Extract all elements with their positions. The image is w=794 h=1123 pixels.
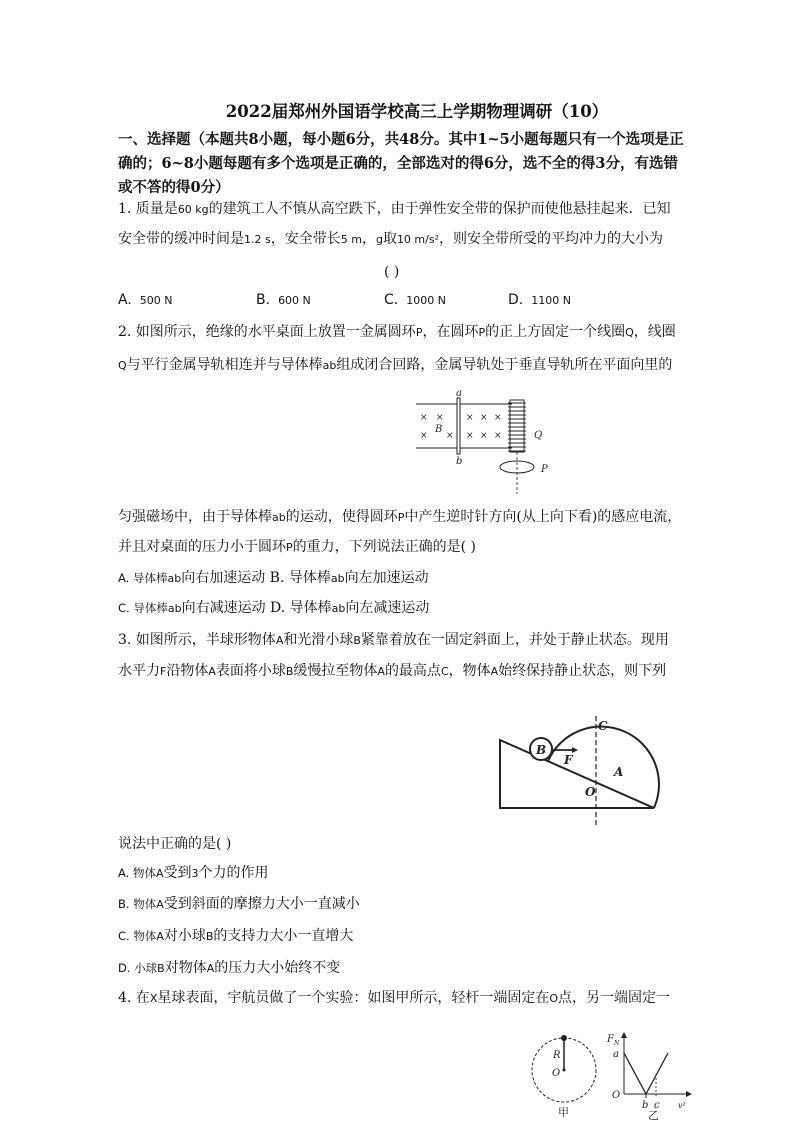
- q2-label-a: a: [456, 388, 462, 399]
- q2-label-p: P: [541, 464, 548, 475]
- q2-options-cd[interactable]: C. 导体棒ab向右减速运动 D. 导体棒ab向左减速运动: [118, 600, 430, 616]
- q2-coil: [508, 400, 526, 452]
- q1-option-d[interactable]: D. 1100 N: [508, 292, 571, 308]
- q1-options: [118, 292, 638, 312]
- q4-pivot: [563, 1069, 566, 1072]
- q2-field-mark: ×: [480, 431, 488, 441]
- q2-field-mark: ×: [436, 413, 444, 423]
- q2-line-2: Q与平行金属导轨相连并与导体棒ab组成闭合回路，金属导轨处于垂直导轨所在平面向里的: [118, 357, 673, 373]
- q2-label-q: Q: [534, 430, 543, 441]
- q4-figure-yi: [604, 1028, 694, 1122]
- q2-line-1: 2. 如图所示，绝缘的水平桌面上放置一金属圆环P，在圆环P的正上方固定一个线圈Q，线圈: [118, 324, 676, 340]
- q3-label-a: A: [614, 765, 624, 779]
- page-title: 2022届郑州外国语学校高三上学期物理调研（10）: [225, 102, 609, 121]
- q4-label-o: O: [552, 1068, 561, 1079]
- q3-option-b[interactable]: B. 物体A受到斜面的摩擦力大小一直减小: [118, 896, 360, 912]
- q4-label-fn: F: [607, 1034, 614, 1045]
- q1-line-2: 安全带的缓冲时间是1.2 s，安全带长5 m，g取10 m/s²，则安全带所受的平均冲力的大小为: [118, 231, 663, 247]
- q2-line-4: 并且对桌面的压力小于圆环P的重力，下列说法正确的是( ): [118, 539, 477, 555]
- q2-figure: [414, 388, 574, 496]
- q4-label-o: O: [612, 1090, 621, 1101]
- q3-line-2: 水平力F沿物体A表面将小球B缓慢拉至物体A的最高点C，物体A始终保持静止状态，则下列: [118, 663, 667, 679]
- q3-line-3: 说法中正确的是( ): [118, 836, 232, 852]
- q3-option-a[interactable]: A. 物体A受到3个力的作用: [118, 865, 269, 881]
- q4-label-fn-sub: N: [614, 1040, 620, 1047]
- q1-option-c[interactable]: C. 1000 N: [384, 292, 446, 308]
- q4-caption-jia: 甲: [558, 1106, 569, 1119]
- q4-caption-yi: 乙: [648, 1109, 659, 1122]
- q4-line-1: 4. 在X星球表面，宇航员做了一个实验：如图甲所示，轻杆一端固定在O点，另一端固定一: [118, 990, 671, 1006]
- q4-label-b: b: [642, 1100, 649, 1111]
- q2-field-mark: ×: [446, 431, 454, 441]
- q2-line-3: 匀强磁场中，由于导体棒ab的运动，使得圆环P中产生逆时针方向(从上向下看)的感应电流，: [118, 509, 682, 525]
- section-heading: 一、选择题（本题共8小题，每小题6分，共48分。其中1~5小题每题只有一个选项是正确的；6~8小题每题有多个选项是正确的，全部选对的得6分，选不全的得3分，有选错或不答的得0分）: [118, 131, 684, 196]
- q1-answer-paren: ( ): [384, 264, 400, 280]
- q2-options-ab[interactable]: A. 导体棒ab向右加速运动 B. 导体棒ab向左加速运动: [118, 570, 429, 586]
- q2-label-b: b: [456, 456, 463, 467]
- q3-label-o: O: [585, 785, 596, 799]
- q4-label-v2: v²: [678, 1101, 686, 1110]
- q2-label-field-b: B: [435, 424, 443, 435]
- q3-label-b: B: [536, 743, 547, 757]
- q4-label-a: a: [613, 1049, 619, 1060]
- q4-label-r: R: [553, 1050, 561, 1061]
- q4-figure-jia: [528, 1030, 600, 1122]
- q3-option-c[interactable]: C. 物体A对小球B的支持力大小一直增大: [118, 928, 354, 944]
- q2-field-mark: ×: [494, 431, 502, 441]
- q3-option-d[interactable]: D. 小球B对物体A的压力大小始终不变: [118, 960, 341, 976]
- q2-field-mark: ×: [494, 413, 502, 423]
- q2-conductor-rod: [457, 398, 460, 454]
- q1-option-b[interactable]: B. 600 N: [256, 292, 311, 308]
- q1-line-1: 1. 质量是60 kg的建筑工人不慎从高空跌下，由于弹性安全带的保护而使他悬挂起来．已知: [118, 201, 671, 217]
- q3-label-f: F: [564, 753, 573, 767]
- q4-label-c: c: [654, 1100, 660, 1111]
- q1-option-a[interactable]: A. 500 N: [118, 292, 173, 308]
- q4-ball: [561, 1035, 567, 1041]
- q2-field-mark: ×: [466, 413, 474, 423]
- q3-line-1: 3. 如图所示，半球形物体A和光滑小球B紧靠着放在一固定斜面上，并处于静止状态。现用: [118, 632, 669, 648]
- q3-hemisphere-a: [548, 727, 659, 808]
- q4-graph-line: [624, 1053, 668, 1094]
- q2-field-mark: ×: [420, 431, 428, 441]
- q2-field-mark: ×: [420, 413, 428, 423]
- q2-field-mark: ×: [480, 413, 488, 423]
- q3-label-c: C: [598, 719, 608, 733]
- q2-field-mark: ×: [466, 431, 474, 441]
- q3-figure: [498, 712, 666, 830]
